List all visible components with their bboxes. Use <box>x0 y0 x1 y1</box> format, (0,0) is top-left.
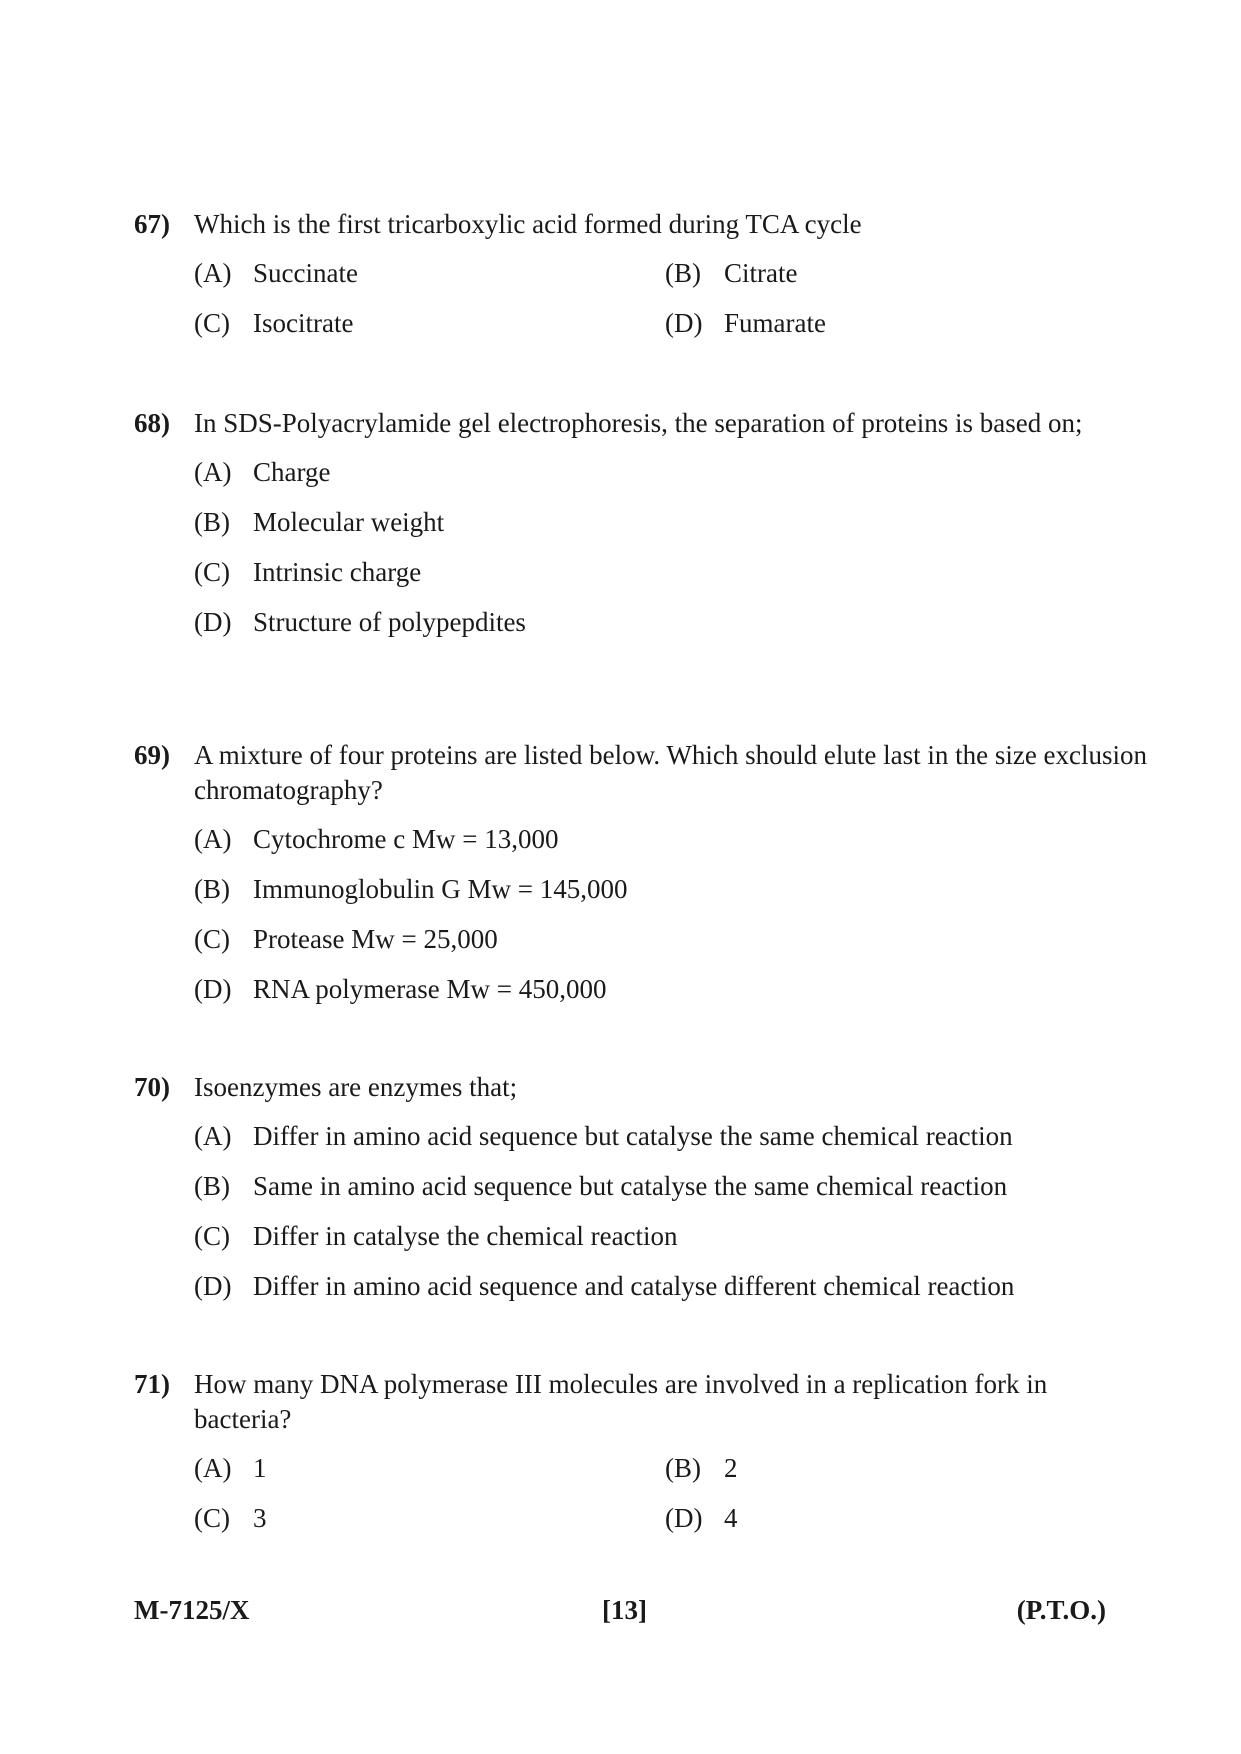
question-68 <box>134 406 1134 640</box>
option-letter: (C) <box>194 1221 230 1251</box>
option-b[interactable] <box>194 872 1134 907</box>
options-list <box>134 1119 1134 1304</box>
question-69 <box>134 738 1148 1007</box>
option-letter: (B) <box>194 507 230 537</box>
option-text: Charge <box>253 457 331 487</box>
option-text: Same in amino acid sequence but catalyse the same chemical reaction <box>253 1171 1008 1201</box>
option-a[interactable] <box>194 1119 1134 1154</box>
options-grid <box>134 256 1134 341</box>
option-letter: (B) <box>194 1171 230 1201</box>
option-text: Molecular weight <box>253 507 445 537</box>
option-d[interactable] <box>665 306 1135 341</box>
question-text: Which is the first tricarboxylic acid formed during TCA cycle <box>194 209 862 239</box>
option-text: Intrinsic charge <box>253 557 422 587</box>
question-number: 67) <box>134 209 170 239</box>
option-letter: (A) <box>194 1121 232 1151</box>
option-letter: (A) <box>194 258 232 288</box>
question-67 <box>134 207 1134 341</box>
option-c[interactable] <box>194 1501 665 1536</box>
options-list <box>134 455 1134 640</box>
question-number: 70) <box>134 1072 170 1102</box>
question-number: 71) <box>134 1369 170 1399</box>
option-text: Differ in amino acid sequence but catalyse the same chemical reaction <box>253 1121 1013 1151</box>
option-b[interactable] <box>665 256 1135 291</box>
option-d[interactable] <box>194 972 1134 1007</box>
option-letter: (D) <box>665 1503 703 1533</box>
option-d[interactable] <box>194 1269 1134 1304</box>
option-letter: (B) <box>194 874 230 904</box>
option-letter: (D) <box>194 607 232 637</box>
option-text: Immunoglobulin G Mw = 145,000 <box>253 874 628 904</box>
option-letter: (B) <box>665 1453 701 1483</box>
option-letter: (A) <box>194 457 232 487</box>
option-letter: (A) <box>194 1453 232 1483</box>
question-header <box>134 1367 1134 1437</box>
option-c[interactable] <box>194 922 1134 957</box>
question-text: Isoenzymes are enzymes that; <box>194 1072 518 1102</box>
option-letter: (C) <box>194 1503 230 1533</box>
option-text: 2 <box>724 1453 738 1483</box>
question-number: 68) <box>134 408 170 438</box>
option-letter: (C) <box>194 308 230 338</box>
option-a[interactable] <box>194 822 1134 857</box>
option-d[interactable] <box>665 1501 1135 1536</box>
question-header <box>134 738 1148 808</box>
question-header <box>134 207 1134 242</box>
option-text: Citrate <box>724 258 798 288</box>
question-70 <box>134 1070 1134 1304</box>
option-letter: (A) <box>194 824 232 854</box>
option-d[interactable] <box>194 605 1134 640</box>
option-text: Structure of polypepdites <box>253 607 526 637</box>
question-number: 69) <box>134 740 170 770</box>
option-text: Succinate <box>253 258 358 288</box>
question-header <box>134 1070 1134 1105</box>
option-letter: (D) <box>665 308 703 338</box>
option-text: Differ in amino acid sequence and catalyse different chemical reaction <box>253 1271 1015 1301</box>
option-c[interactable] <box>194 306 665 341</box>
please-turn-over: (P.T.O.) <box>1016 1595 1106 1625</box>
page-footer <box>134 1592 1106 1628</box>
option-c[interactable] <box>194 1219 1134 1254</box>
option-text: 4 <box>724 1503 738 1533</box>
option-text: Isocitrate <box>253 308 354 338</box>
option-text: Fumarate <box>724 308 826 338</box>
question-header <box>134 406 1134 441</box>
options-list <box>134 822 1134 1007</box>
question-text: In SDS-Polyacrylamide gel electrophoresis, the separation of proteins is based on; <box>194 408 1083 438</box>
option-text: RNA polymerase Mw = 450,000 <box>253 974 607 1004</box>
question-71 <box>134 1367 1134 1536</box>
options-grid <box>134 1451 1134 1536</box>
option-letter: (C) <box>194 557 230 587</box>
question-text: A mixture of four proteins are listed below. Which should elute last in the size exclusion chromatography? <box>194 740 1148 805</box>
question-text: How many DNA polymerase III molecules are involved in a replication fork in bacteria? <box>194 1369 1048 1434</box>
option-c[interactable] <box>194 555 1134 590</box>
option-b[interactable] <box>194 1169 1134 1204</box>
option-text: Differ in catalyse the chemical reaction <box>253 1221 678 1251</box>
option-b[interactable] <box>194 505 1134 540</box>
page-number: [13] <box>602 1595 647 1625</box>
option-text: Cytochrome c Mw = 13,000 <box>253 824 559 854</box>
option-letter: (D) <box>194 1271 232 1301</box>
option-text: 1 <box>253 1453 267 1483</box>
option-a[interactable] <box>194 256 665 291</box>
paper-code: M-7125/X <box>134 1595 250 1625</box>
option-a[interactable] <box>194 455 1134 490</box>
option-text: 3 <box>253 1503 267 1533</box>
option-a[interactable] <box>194 1451 665 1486</box>
option-letter: (D) <box>194 974 232 1004</box>
option-text: Protease Mw = 25,000 <box>253 924 498 954</box>
option-b[interactable] <box>665 1451 1135 1486</box>
option-letter: (C) <box>194 924 230 954</box>
option-letter: (B) <box>665 258 701 288</box>
